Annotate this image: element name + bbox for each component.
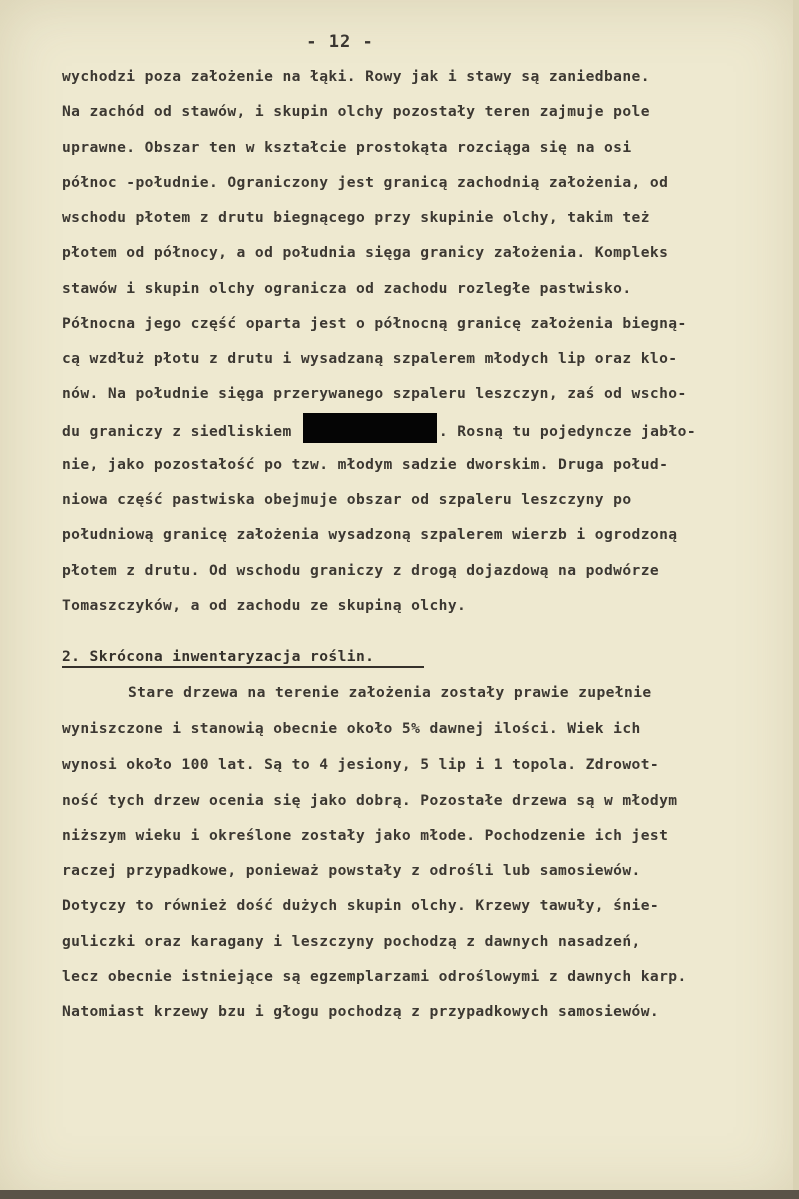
text-line: wynosi około 100 lat. Są to 4 jesiony, 5 lip i 1 topola. Zdrowot- xyxy=(62,756,660,773)
text-line: wyniszczone i stanowią obecnie około 5% dawnej ilości. Wiek ich xyxy=(62,720,641,737)
redaction-block xyxy=(303,413,437,443)
text-line: stawów i skupin olchy ogranicza od zachodu rozległe pastwisko. xyxy=(62,280,632,297)
text-line: Stare drzewa na terenie założenia zostały prawie zupełnie xyxy=(128,684,652,701)
heading-underline xyxy=(62,666,424,668)
page-edge-right xyxy=(793,0,799,1199)
text-line: wschodu płotem z drutu biegnącego przy skupinie olchy, takim też xyxy=(62,209,650,226)
text-line-with-redaction xyxy=(62,421,696,443)
section-heading: 2. Skrócona inwentaryzacja roślin. xyxy=(62,648,375,665)
scan-border-bottom xyxy=(0,1190,799,1199)
text-line: płotem od północy, a od południa sięga granicy założenia. Kompleks xyxy=(62,244,669,261)
text-line: niowa część pastwiska obejmuje obszar od szpaleru leszczyny po xyxy=(62,491,632,508)
text-line: południową granicę założenia wysadzoną szpalerem wierzb i ogrodzoną xyxy=(62,526,678,543)
text-line: cą wzdłuż płotu z drutu i wysadzaną szpalerem młodych lip oraz klo- xyxy=(62,350,678,367)
text-line: nie, jako pozostałość po tzw. młodym sadzie dworskim. Druga połud- xyxy=(62,456,669,473)
text-line: guliczki oraz karagany i leszczyny pochodzą z dawnych nasadzeń, xyxy=(62,933,641,950)
text-line: wychodzi poza założenie na łąki. Rowy jak i stawy są zaniedbane. xyxy=(62,68,650,85)
text-line: północ -południe. Ograniczony jest granicą zachodnią założenia, od xyxy=(62,174,669,191)
text-line: Natomiast krzewy bzu i głogu pochodzą z przypadkowych samosiewów. xyxy=(62,1003,660,1020)
text-line: Północna jego część oparta jest o północną granicę założenia biegną- xyxy=(62,315,687,332)
text-fragment: du graniczy z siedliskiem xyxy=(62,423,292,440)
text-line: ność tych drzew ocenia się jako dobrą. Pozostałe drzewa są w młodym xyxy=(62,792,678,809)
text-line: nów. Na południe sięga przerywanego szpaleru leszczyn, zaś od wscho- xyxy=(62,385,687,402)
text-line: lecz obecnie istniejące są egzemplarzami odroślowymi z dawnych karp. xyxy=(62,968,687,985)
text-line: Tomaszczyków, a od zachodu ze skupiną olchy. xyxy=(62,597,467,614)
text-line: Dotyczy to również dość dużych skupin olchy. Krzewy tawuły, śnie- xyxy=(62,897,660,914)
text-fragment: . Rosną tu pojedyncze jabło- xyxy=(438,423,697,440)
text-line: uprawne. Obszar ten w kształcie prostokąta rozciąga się na osi xyxy=(62,139,632,156)
text-line: raczej przypadkowe, ponieważ powstały z odrośli lub samosiewów. xyxy=(62,862,641,879)
text-line: Na zachód od stawów, i skupin olchy pozostały teren zajmuje pole xyxy=(62,103,650,120)
text-line: płotem z drutu. Od wschodu graniczy z drogą dojazdową na podwórze xyxy=(62,562,660,579)
page-number: - 12 - xyxy=(306,32,374,52)
text-line: niższym wieku i określone zostały jako młode. Pochodzenie ich jest xyxy=(62,827,669,844)
